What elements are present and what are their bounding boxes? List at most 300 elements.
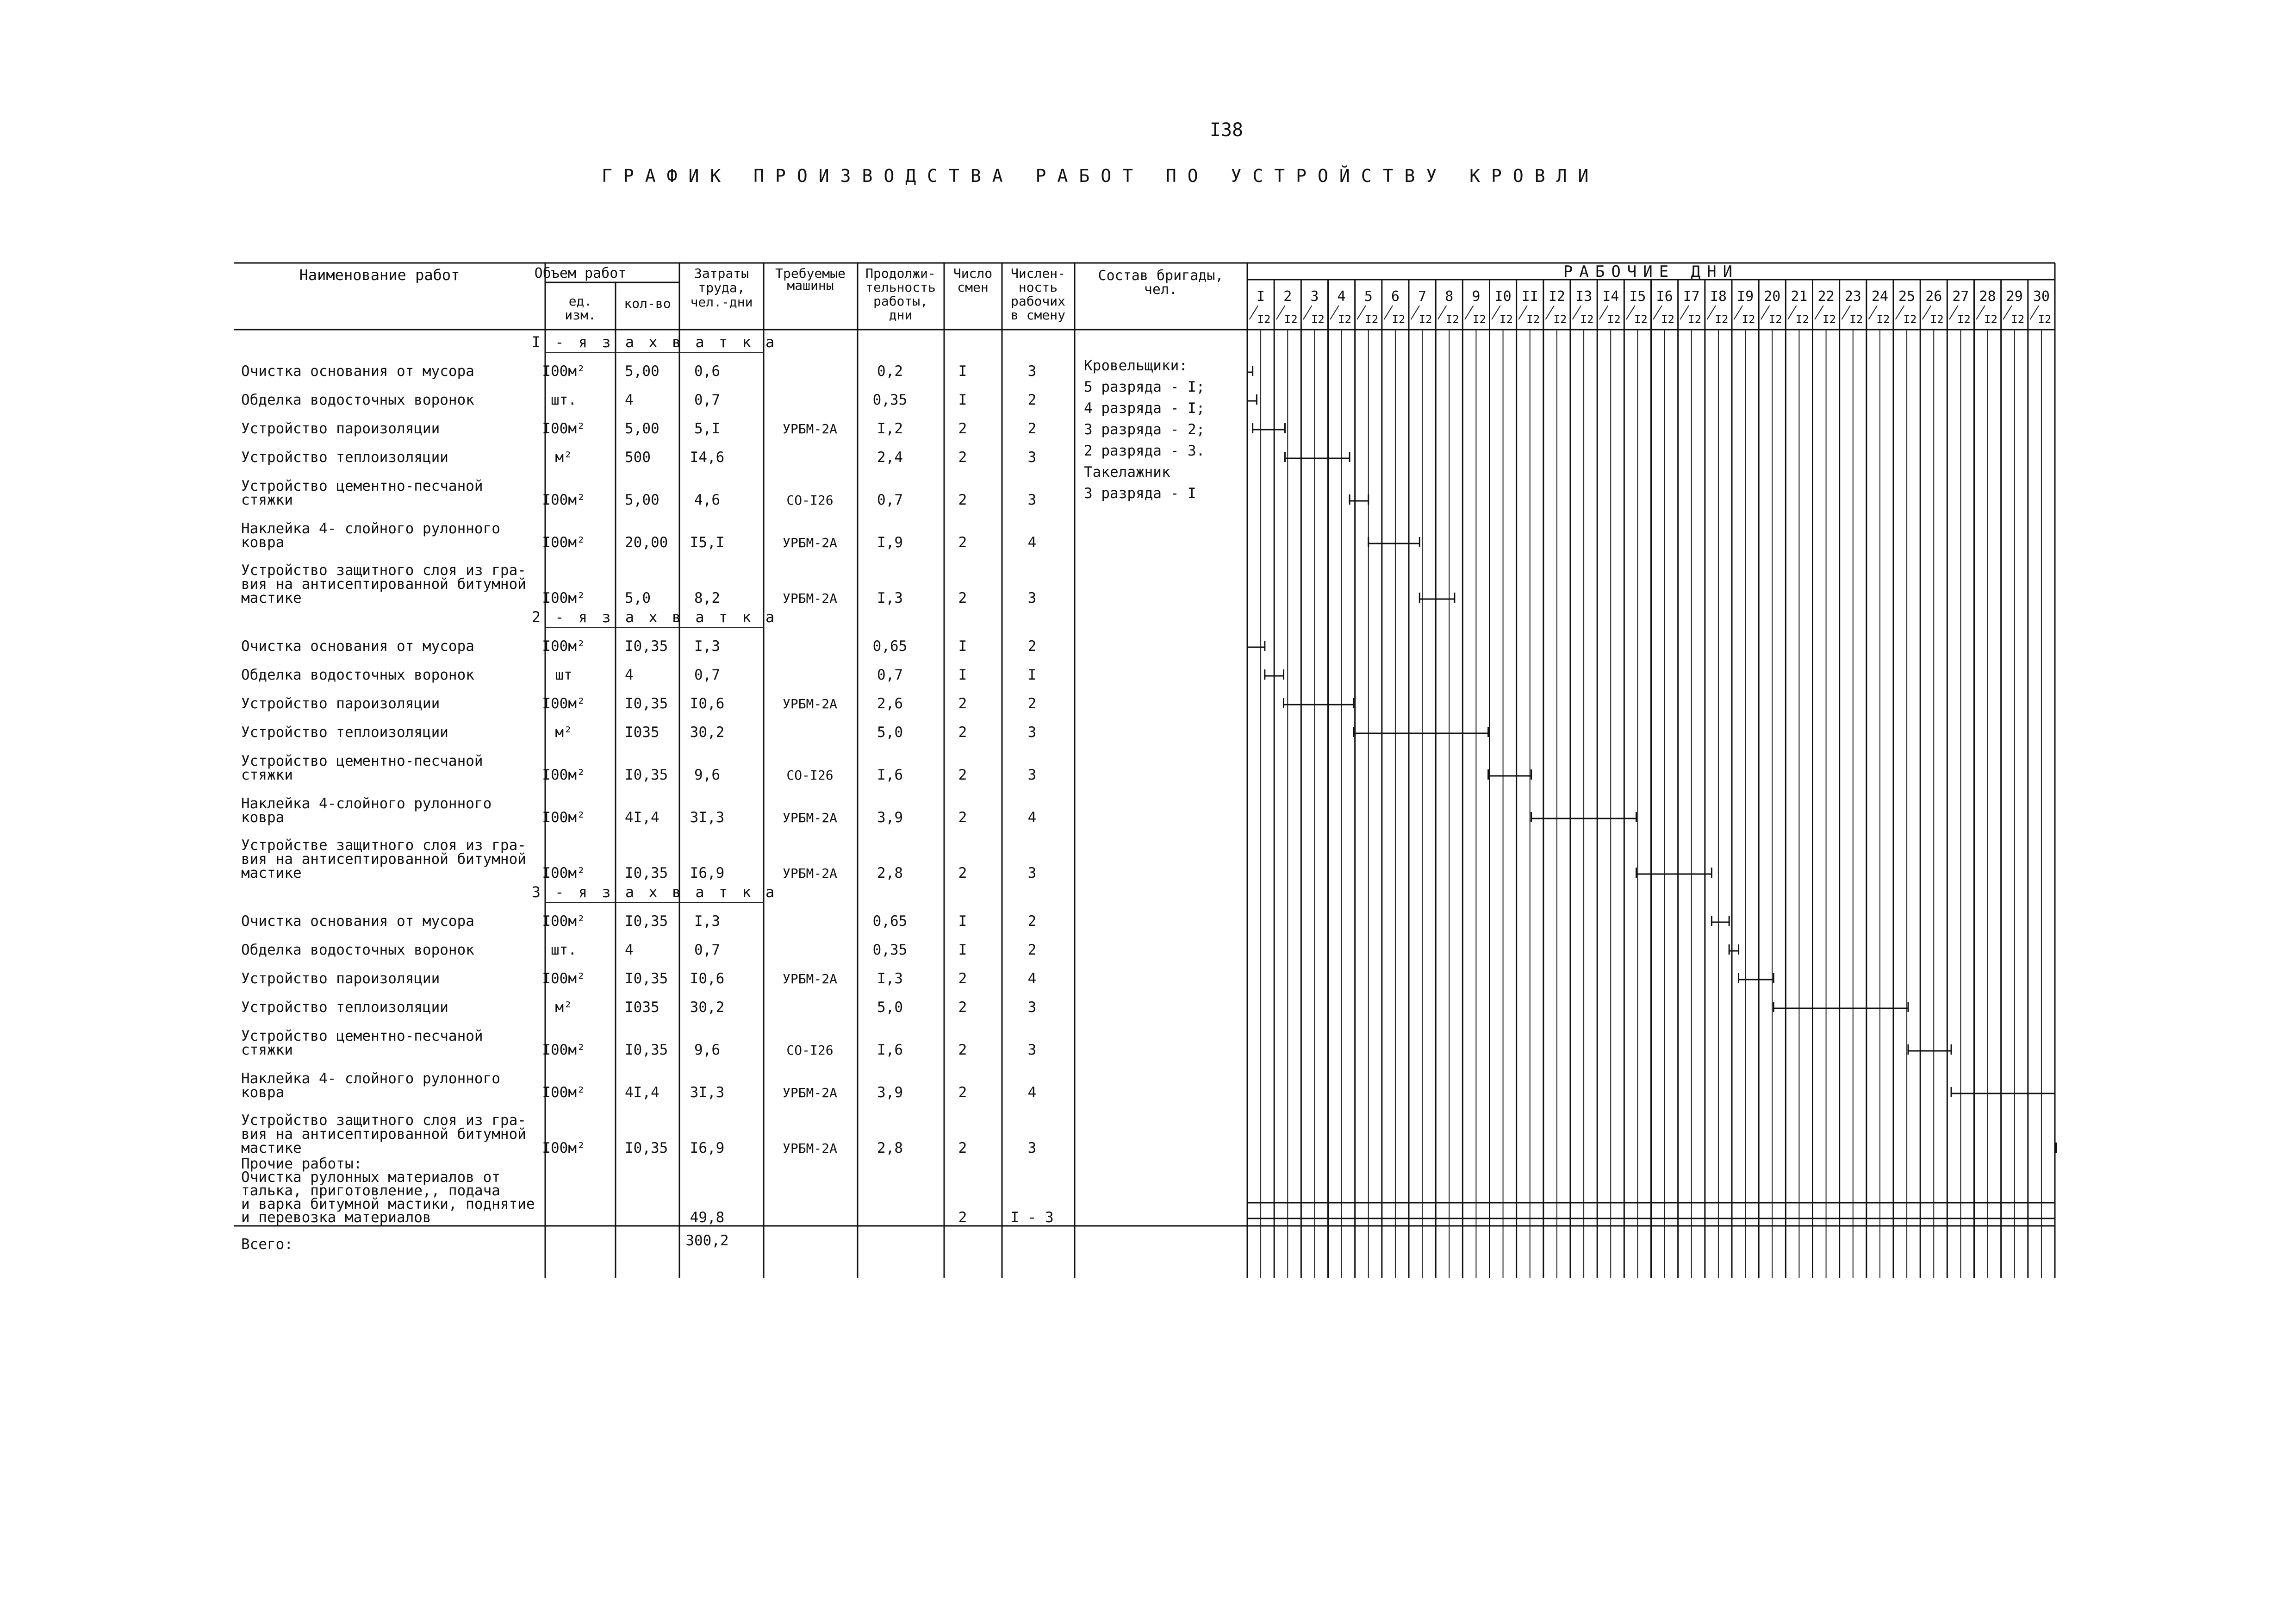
work-name: Устройство пароизоляции [241, 420, 440, 437]
work-name: Устройство цементно-песчаной [241, 1028, 483, 1044]
day-number: 5 [1364, 288, 1373, 305]
work-name: стяжки [241, 767, 293, 783]
day-hours: I2 [2038, 313, 2052, 326]
workers-cell: 4 [1027, 1084, 1037, 1101]
col-header-shifts: Число [953, 266, 993, 281]
work-name: Устройство цементно-песчаной [241, 478, 483, 494]
duration-cell: 2,4 [877, 449, 903, 466]
unit-cell: I00м² [542, 638, 585, 655]
day-cell-diagonal [1788, 306, 1797, 319]
unit-cell: I00м² [542, 1042, 585, 1058]
work-name: Обделка водосточных воронок [241, 392, 474, 408]
col-header-duration: дни [889, 307, 913, 323]
day-cell-diagonal [1573, 306, 1581, 319]
day-hours: I2 [2011, 313, 2025, 326]
labor-cell: 30,2 [690, 724, 725, 741]
workers-cell: 3 [1027, 492, 1037, 508]
machine-cell: УРБМ-2А [782, 866, 838, 881]
other-shifts: 2 [958, 1209, 967, 1226]
day-number: 20 [1764, 288, 1781, 305]
day-number: I8 [1710, 288, 1727, 305]
duration-cell: I,6 [877, 767, 903, 783]
labor-cell: I5,I [690, 534, 725, 551]
other-work-name: Прочие работы: [241, 1156, 362, 1172]
day-number: 29 [2006, 288, 2023, 305]
crew-line: Кровельщики: [1084, 357, 1188, 374]
labor-cell: 30,2 [690, 999, 725, 1016]
day-cell-diagonal [1976, 306, 1985, 319]
qty-cell: I0,35 [625, 1140, 668, 1156]
qty-cell: 5,00 [625, 363, 660, 380]
col-header-duration: Продолжи- [865, 266, 936, 281]
unit-cell: м² [555, 724, 572, 741]
day-cell-diagonal [1949, 306, 1958, 319]
workers-cell: 3 [1027, 590, 1037, 606]
day-hours: I2 [1634, 313, 1648, 326]
day-number: 21 [1791, 288, 1808, 305]
work-name: мастике [241, 1140, 302, 1156]
day-cell-diagonal [1842, 306, 1850, 319]
crew-line: 4 разряда - I; [1084, 400, 1205, 417]
duration-cell: I,9 [877, 534, 903, 551]
qty-cell: I0,35 [625, 970, 668, 987]
day-hours: I2 [1472, 313, 1486, 326]
work-name: вия на антисептированной битумной [241, 851, 526, 868]
unit-cell: шт. [551, 942, 577, 958]
qty-cell: 4 [625, 667, 634, 683]
work-name: стяжки [241, 492, 293, 508]
unit-cell: м² [555, 449, 572, 466]
qty-cell: 5,00 [625, 420, 660, 437]
workers-cell: 4 [1027, 970, 1037, 987]
other-work-name: и варка битумной мастики, поднятие [241, 1196, 535, 1212]
day-number: 9 [1472, 288, 1481, 305]
qty-cell: I035 [625, 724, 660, 741]
total-labor: 300,2 [685, 1232, 729, 1249]
other-work-name: талька, приготовление,, подача [241, 1182, 500, 1199]
workers-cell: 3 [1027, 1042, 1037, 1058]
duration-cell: 2,8 [877, 865, 903, 881]
day-hours: I2 [1876, 313, 1890, 326]
work-name: вия на антисептированной битумной [241, 576, 526, 593]
day-number: 3 [1310, 288, 1319, 305]
unit-cell: I00м² [542, 695, 585, 712]
duration-cell: 3,9 [877, 809, 903, 826]
col-header-labor: труда, [698, 280, 745, 295]
day-number: I5 [1629, 288, 1646, 305]
col-header-labor: Затраты [694, 266, 749, 281]
qty-cell: I0,35 [625, 865, 668, 881]
work-name: Очистка основания от мусора [241, 913, 474, 930]
work-name: вия на антисептированной битумной [241, 1126, 526, 1143]
day-cell-diagonal [1680, 306, 1689, 319]
day-number: I3 [1575, 288, 1593, 305]
day-hours: I2 [1903, 313, 1917, 326]
col-header-workers: ность [1018, 280, 1058, 295]
shifts-cell: 2 [958, 590, 967, 606]
machine-cell: УРБМ-2А [782, 421, 838, 437]
work-name: Устройство защитного слоя из гра- [241, 562, 526, 579]
labor-cell: 5,I [694, 420, 720, 437]
qty-cell: I0,35 [625, 1042, 668, 1058]
day-number: 23 [1844, 288, 1861, 305]
crew-line: 3 разряда - 2; [1084, 421, 1205, 438]
shifts-cell: I [958, 942, 967, 958]
unit-cell: I00м² [542, 865, 585, 881]
work-name: Устройство защитного слоя из гра- [241, 1112, 526, 1129]
col-header-unit: ед. [568, 294, 592, 309]
qty-cell: 4I,4 [625, 1084, 660, 1101]
work-name: Устройство теплоизоляции [241, 724, 448, 741]
day-cell-diagonal [1303, 306, 1312, 319]
duration-cell: 0,7 [877, 492, 903, 508]
day-number: I2 [1548, 288, 1565, 305]
workers-cell: 3 [1027, 767, 1037, 783]
duration-cell: I,6 [877, 1042, 903, 1058]
labor-cell: 0,7 [694, 392, 720, 408]
work-name: Обделка водосточных воронок [241, 667, 474, 683]
duration-cell: 0,35 [872, 942, 908, 958]
day-cell-diagonal [1653, 306, 1662, 319]
qty-cell: 4 [625, 942, 634, 958]
col-header-workers: Числен- [1010, 266, 1066, 281]
shifts-cell: 2 [958, 999, 967, 1016]
day-cell-diagonal [1250, 306, 1258, 319]
day-hours: I2 [1580, 313, 1594, 326]
day-number: I9 [1737, 288, 1754, 305]
shifts-cell: 2 [958, 420, 967, 437]
day-hours: I2 [1957, 313, 1971, 326]
col-header-workers: рабочих [1010, 294, 1066, 309]
col-header-qty: кол-во [624, 296, 671, 311]
work-name: Устройство цементно-песчаной [241, 753, 483, 769]
machine-cell: СО-I26 [786, 493, 834, 508]
shifts-cell: 2 [958, 970, 967, 987]
col-header-duration: работы, [873, 294, 928, 309]
crew-line: Такелажник [1084, 464, 1170, 481]
other-labor: 49,8 [690, 1209, 725, 1226]
duration-cell: 0,2 [877, 363, 903, 380]
shifts-cell: 2 [958, 492, 967, 508]
shifts-cell: 2 [958, 1084, 967, 1101]
document-title: ГРАФИК ПРОИЗВОДСТВА РАБОТ ПО УСТРОЙСТВУ КРОВЛИ [602, 166, 1600, 186]
day-hours: I2 [1823, 313, 1836, 326]
duration-cell: I,3 [877, 970, 903, 987]
duration-cell: I,2 [877, 420, 903, 437]
day-cell-diagonal [1384, 306, 1393, 319]
day-cell-diagonal [1761, 306, 1770, 319]
duration-cell: 0,35 [872, 392, 908, 408]
day-hours: I2 [1500, 313, 1513, 326]
col-header-crew: Состав бригады, [1098, 268, 1224, 284]
work-name: мастике [241, 865, 302, 881]
day-cell-diagonal [1492, 306, 1500, 319]
day-number: 8 [1445, 288, 1454, 305]
work-name: Наклейка 4- слойного рулонного [241, 1070, 500, 1087]
shifts-cell: 2 [958, 1042, 967, 1058]
day-hours: I2 [1661, 313, 1675, 326]
labor-cell: 8,2 [694, 590, 720, 606]
qty-cell: 5,00 [625, 492, 660, 508]
machine-cell: УРБМ-2А [782, 1085, 838, 1100]
labor-cell: I0,6 [690, 695, 725, 712]
qty-cell: 5,0 [625, 590, 651, 606]
work-name: стяжки [241, 1042, 293, 1058]
duration-cell: I,3 [877, 590, 903, 606]
day-hours: I2 [1930, 313, 1944, 326]
unit-cell: I00м² [542, 363, 585, 380]
machine-cell: СО-I26 [786, 768, 834, 783]
col-header-machines: Требуемые [775, 266, 846, 281]
day-number: 4 [1337, 288, 1346, 305]
shifts-cell: 2 [958, 534, 967, 551]
workers-cell: 2 [1027, 420, 1037, 437]
day-cell-diagonal [1465, 306, 1474, 319]
day-number: 28 [1979, 288, 1996, 305]
day-number: 30 [2033, 288, 2050, 305]
work-name: Очистка основания от мусора [241, 363, 474, 380]
shifts-cell: I [958, 667, 967, 683]
day-cell-diagonal [1707, 306, 1716, 319]
day-cell-diagonal [1868, 306, 1877, 319]
qty-cell: I0,35 [625, 767, 668, 783]
section-title: 3 - я з а х в а т к а [531, 883, 778, 901]
day-number: I4 [1602, 288, 1619, 305]
shifts-cell: 2 [958, 1140, 967, 1156]
duration-cell: 2,6 [877, 695, 903, 712]
total-label: Всего: [241, 1236, 293, 1253]
day-cell-diagonal [1518, 306, 1527, 319]
day-number: 27 [1952, 288, 1969, 305]
shifts-cell: 2 [958, 724, 967, 741]
duration-cell: 0,65 [872, 638, 908, 655]
day-cell-diagonal [1438, 306, 1447, 319]
day-hours: I2 [1984, 313, 1998, 326]
work-name: ковра [241, 809, 285, 826]
other-workers: I - 3 [1010, 1209, 1054, 1226]
day-number: 2 [1283, 288, 1292, 305]
workers-cell: 3 [1027, 999, 1037, 1016]
machine-cell: УРБМ-2А [782, 971, 838, 987]
day-hours: I2 [1688, 313, 1702, 326]
crew-line: 5 разряда - I; [1084, 379, 1205, 395]
day-number: I6 [1656, 288, 1673, 305]
unit-cell: шт. [551, 392, 577, 408]
unit-cell: I00м² [542, 970, 585, 987]
shifts-cell: 2 [958, 695, 967, 712]
day-number: 7 [1418, 288, 1427, 305]
col-header-labor: чел.-дни [690, 294, 753, 310]
shifts-cell: 2 [958, 449, 967, 466]
unit-cell: I00м² [542, 492, 585, 508]
shifts-cell: 2 [958, 767, 967, 783]
labor-cell: I,3 [694, 913, 720, 930]
work-name: ковра [241, 1084, 285, 1101]
work-name: Устройство теплоизоляции [241, 999, 448, 1016]
day-number: 25 [1898, 288, 1916, 305]
unit-cell: I00м² [542, 809, 585, 826]
col-header-workers: в смену [1010, 307, 1066, 323]
work-name: Устройство пароизоляции [241, 970, 440, 987]
unit-cell: м² [555, 999, 572, 1016]
day-cell-diagonal [1357, 306, 1366, 319]
unit-cell: I00м² [542, 913, 585, 930]
day-cell-diagonal [1411, 306, 1420, 319]
day-hours: I2 [1715, 313, 1729, 326]
day-hours: I2 [1849, 313, 1863, 326]
day-hours: I2 [1445, 313, 1459, 326]
work-name: мастике [241, 590, 302, 606]
day-hours: I2 [1768, 313, 1782, 326]
day-hours: I2 [1607, 313, 1621, 326]
day-cell-diagonal [1545, 306, 1554, 319]
day-cell-diagonal [1276, 306, 1285, 319]
day-number: 26 [1925, 288, 1942, 305]
day-number: 22 [1817, 288, 1835, 305]
col-header-crew: чел. [1144, 281, 1178, 298]
labor-cell: 9,6 [694, 767, 720, 783]
col-header-shifts: смен [957, 280, 989, 295]
machine-cell: УРБМ-2А [782, 810, 838, 825]
work-name: Наклейка 4-слойного рулонного [241, 795, 492, 812]
labor-cell: 3I,3 [690, 1084, 725, 1101]
day-hours: I2 [1257, 313, 1271, 326]
labor-cell: 3I,3 [690, 809, 725, 826]
work-name: Наклейка 4- слойного рулонного [241, 520, 500, 537]
duration-cell: 0,65 [872, 913, 908, 930]
labor-cell: 0,7 [694, 942, 720, 958]
duration-cell: 5,0 [877, 999, 903, 1016]
day-cell-diagonal [2030, 306, 2039, 319]
workers-cell: 2 [1027, 392, 1037, 408]
day-number: I [1257, 288, 1265, 305]
duration-cell: 0,7 [877, 667, 903, 683]
labor-cell: 0,6 [694, 363, 720, 380]
qty-cell: 500 [625, 449, 651, 466]
duration-cell: 2,8 [877, 1140, 903, 1156]
labor-cell: 0,7 [694, 667, 720, 683]
workers-cell: 3 [1027, 363, 1037, 380]
work-name: Очистка основания от мусора [241, 638, 474, 655]
labor-cell: 9,6 [694, 1042, 720, 1058]
shifts-cell: 2 [958, 809, 967, 826]
day-hours: I2 [1795, 313, 1809, 326]
section-title: 2 - я з а х в а т к а [531, 608, 778, 626]
labor-cell: I6,9 [690, 865, 725, 881]
qty-cell: I0,35 [625, 695, 668, 712]
day-hours: I2 [1419, 313, 1432, 326]
shifts-cell: I [958, 913, 967, 930]
workers-cell: 2 [1027, 695, 1037, 712]
day-cell-diagonal [1626, 306, 1635, 319]
day-cell-diagonal [2003, 306, 2012, 319]
day-hours: I2 [1742, 313, 1755, 326]
day-hours: I2 [1284, 313, 1298, 326]
unit-cell: I00м² [542, 590, 585, 606]
workers-cell: 4 [1027, 534, 1037, 551]
workers-cell: 3 [1027, 449, 1037, 466]
workers-cell: 2 [1027, 638, 1037, 655]
qty-cell: 4 [625, 392, 634, 408]
unit-cell: I00м² [542, 1084, 585, 1101]
day-hours: I2 [1526, 313, 1540, 326]
page-number: I38 [1209, 119, 1244, 141]
machine-cell: УРБМ-2А [782, 591, 838, 606]
workers-cell: 3 [1027, 724, 1037, 741]
machine-cell: УРБМ-2А [782, 535, 838, 550]
labor-cell: 4,6 [694, 492, 720, 508]
qty-cell: I0,35 [625, 638, 668, 655]
other-work-name: и перевозка материалов [241, 1209, 431, 1226]
unit-cell: I00м² [542, 420, 585, 437]
col-header-volume: Объем работ [534, 265, 627, 281]
crew-line: 3 разряда - I [1084, 485, 1196, 502]
labor-cell: I0,6 [690, 970, 725, 987]
work-name: Устройстве защитного слоя из гра- [241, 837, 526, 854]
workers-cell: 2 [1027, 913, 1037, 930]
machine-cell: СО-I26 [786, 1043, 834, 1058]
machine-cell: УРБМ-2А [782, 696, 838, 712]
duration-cell: 3,9 [877, 1084, 903, 1101]
day-cell-diagonal [1923, 306, 1931, 319]
labor-cell: I4,6 [690, 449, 725, 466]
day-hours: I2 [1365, 313, 1379, 326]
duration-cell: 5,0 [877, 724, 903, 741]
day-cell-diagonal [1599, 306, 1608, 319]
unit-cell: I00м² [542, 534, 585, 551]
col-header-duration: тельность [865, 280, 936, 295]
shifts-cell: I [958, 363, 967, 380]
day-number: I7 [1683, 288, 1700, 305]
unit-cell: I00м² [542, 1140, 585, 1156]
shifts-cell: I [958, 392, 967, 408]
shifts-cell: 2 [958, 865, 967, 881]
workers-cell: 2 [1027, 942, 1037, 958]
day-cell-diagonal [1734, 306, 1743, 319]
days-title: РАБОЧИЕ ДНИ [1563, 262, 1739, 281]
unit-cell: шт [555, 667, 572, 683]
work-name: Обделка водосточных воронок [241, 942, 474, 958]
day-cell-diagonal [1896, 306, 1904, 319]
shifts-cell: I [958, 638, 967, 655]
workers-cell: 3 [1027, 1140, 1037, 1156]
col-header-unit: изм. [565, 307, 596, 323]
section-title: I - я з а х в а т к а [531, 333, 778, 351]
col-header-name: Наименование работ [299, 266, 460, 284]
qty-cell: 20,00 [625, 534, 668, 551]
qty-cell: 4I,4 [625, 809, 660, 826]
day-hours: I2 [1338, 313, 1352, 326]
workers-cell: I [1027, 667, 1037, 683]
machine-cell: УРБМ-2А [782, 1141, 838, 1156]
qty-cell: I035 [625, 999, 660, 1016]
day-cell-diagonal [1815, 306, 1823, 319]
day-number: 24 [1871, 288, 1888, 305]
qty-cell: I0,35 [625, 913, 668, 930]
labor-cell: I,3 [694, 638, 720, 655]
day-number: 6 [1391, 288, 1400, 305]
day-hours: I2 [1553, 313, 1567, 326]
crew-line: 2 разряда - 3. [1084, 443, 1205, 459]
col-header-machines: машины [787, 278, 834, 293]
work-name: ковра [241, 534, 285, 551]
workers-cell: 3 [1027, 865, 1037, 881]
unit-cell: I00м² [542, 767, 585, 783]
day-hours: I2 [1392, 313, 1406, 326]
day-hours: I2 [1311, 313, 1325, 326]
labor-cell: I6,9 [690, 1140, 725, 1156]
other-work-name: Очистка рулонных материалов от [241, 1169, 500, 1186]
